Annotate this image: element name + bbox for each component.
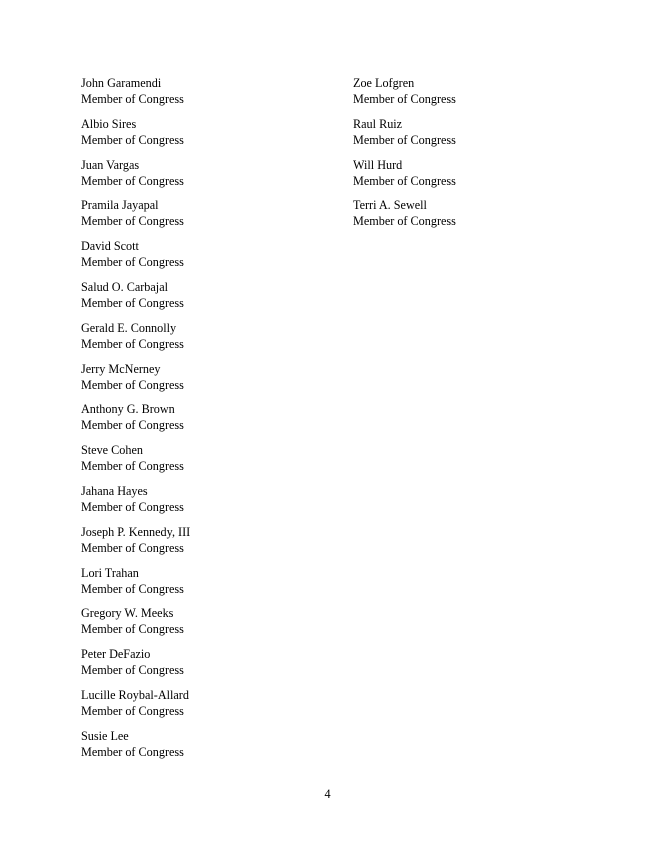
signatory-name: Jahana Hayes [81, 483, 148, 498]
signatory-name: Raul Ruiz [353, 116, 403, 131]
signatory-entry [81, 320, 190, 361]
signatory-entry [353, 75, 456, 116]
signatory-title: Member of Congress [81, 581, 184, 596]
signatory-title: Member of Congress [81, 744, 184, 759]
signatory-title: Member of Congress [81, 703, 184, 718]
signatory-name: Steve Cohen [81, 443, 143, 458]
signatory-name: Peter DeFazio [81, 647, 151, 662]
signatory-title: Member of Congress [81, 663, 184, 678]
signatory-name: Will Hurd [353, 157, 403, 172]
signatory-title: Member of Congress [81, 92, 184, 106]
signatory-entry [81, 646, 190, 687]
signatory-name: Juan Vargas [81, 157, 140, 172]
signatory-entry [81, 483, 190, 524]
signatory-entry [81, 157, 190, 198]
signatory-name: Pramila Jayapal [81, 198, 159, 213]
signatory-title: Member of Congress [81, 295, 184, 310]
signatory-title: Member of Congress [353, 92, 456, 106]
signatory-name: Anthony G. Brown [81, 402, 175, 417]
signatory-name: Salud O. Carbajal [81, 279, 168, 294]
signatory-name: Zoe Lofgren [353, 76, 415, 90]
signatory-entry [81, 238, 190, 279]
signatory-title: Member of Congress [353, 214, 456, 229]
signatory-entry [81, 279, 190, 320]
signatory-column-left [81, 75, 190, 769]
signatory-name: Gregory W. Meeks [81, 606, 174, 621]
signatory-title: Member of Congress [81, 132, 184, 147]
signatory-title: Member of Congress [81, 377, 184, 392]
signatory-title: Member of Congress [81, 459, 184, 474]
signatory-entry [81, 524, 190, 565]
signatory-title: Member of Congress [81, 255, 184, 270]
signatory-entry [353, 157, 456, 198]
page-number: 4 [324, 787, 331, 801]
signatory-title: Member of Congress [81, 622, 184, 637]
signatory-entry [81, 728, 190, 769]
signatory-entry [353, 197, 456, 238]
signatory-entry [81, 565, 190, 606]
signatory-name: Joseph P. Kennedy, III [81, 524, 191, 539]
signatory-entry [81, 75, 190, 116]
signatory-name: Gerald E. Connolly [81, 320, 177, 335]
signatory-entry [81, 442, 190, 483]
signatory-entry [81, 401, 190, 442]
signatory-name: Susie Lee [81, 728, 129, 743]
signatory-name: Albio Sires [81, 116, 137, 131]
signatory-column-right [353, 75, 456, 238]
signatory-title: Member of Congress [353, 132, 456, 147]
signatory-name: David Scott [81, 239, 139, 254]
signatory-title: Member of Congress [81, 418, 184, 433]
signatory-title: Member of Congress [81, 499, 184, 514]
signatory-name: Lori Trahan [81, 565, 139, 580]
signatory-title: Member of Congress [81, 214, 184, 229]
signatory-entry [81, 687, 190, 728]
signatory-name: Terri A. Sewell [353, 198, 427, 213]
signatory-name: John Garamendi [81, 76, 162, 90]
signatory-entry [81, 605, 190, 646]
signatory-entry [81, 197, 190, 238]
signatory-title: Member of Congress [81, 540, 184, 555]
signatory-title: Member of Congress [81, 336, 184, 351]
signatory-title: Member of Congress [353, 173, 456, 188]
signatory-name: Lucille Roybal-Allard [81, 687, 189, 702]
signatory-entry [81, 361, 190, 402]
signatory-entry [81, 116, 190, 157]
signatory-name: Jerry McNerney [81, 361, 161, 376]
signatory-entry [353, 116, 456, 157]
signatory-title: Member of Congress [81, 173, 184, 188]
